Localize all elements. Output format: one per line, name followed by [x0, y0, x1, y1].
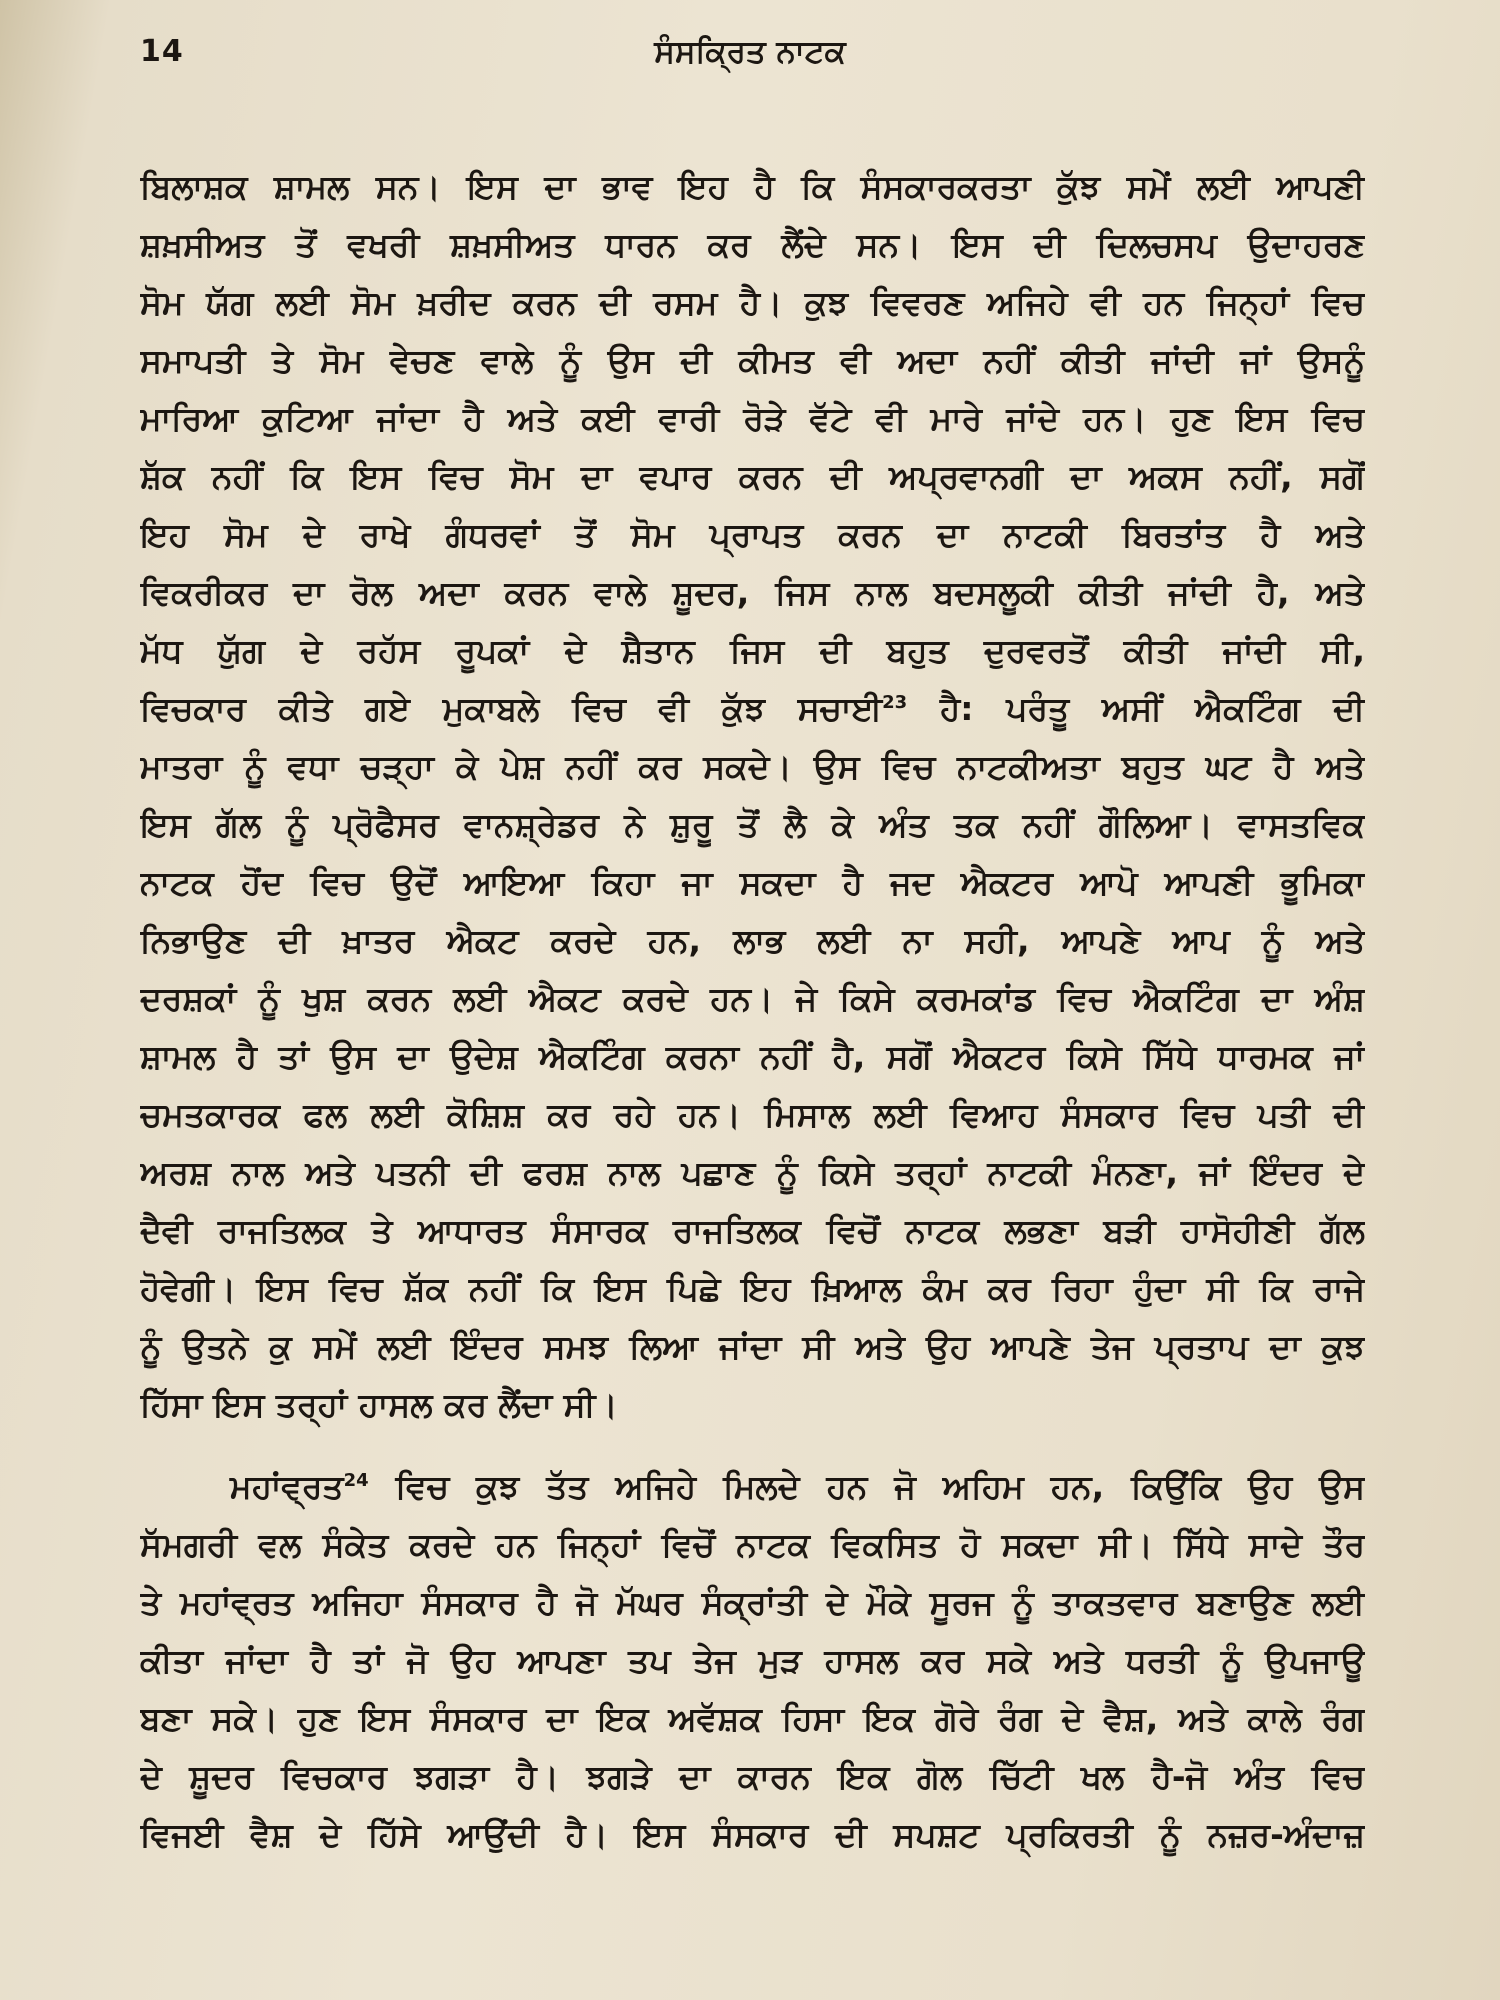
text-line: ਕੀਤਾ ਜਾਂਦਾ ਹੈ ਤਾਂ ਜੋ ਉਹ ਆਪਣਾ ਤਪ ਤੇਜ ਮੁੜ ਹਾਸਲ ਕਰ ਸਕੇ ਅਤੇ ਧਰਤੀ ਨੂੰ ਉਪਜਾਊ: [140, 1641, 1365, 1680]
page-header: [140, 34, 1360, 84]
text-line: ਵਿਕਰੀਕਰ ਦਾ ਰੋਲ ਅਦਾ ਕਰਨ ਵਾਲੇ ਸ਼ੂਦਰ, ਜਿਸ ਨਾਲ ਬਦਸਲੂਕੀ ਕੀਤੀ ਜਾਂਦੀ ਹੈ, ਅਤੇ: [140, 573, 1365, 612]
text-line: ਬਿਲਾਸ਼ਕ ਸ਼ਾਮਲ ਸਨ। ਇਸ ਦਾ ਭਾਵ ਇਹ ਹੈ ਕਿ ਸੰਸਕਾਰਕਰਤਾ ਕੁੱਝ ਸਮੇਂ ਲਈ ਆਪਣੀ: [140, 167, 1365, 206]
text-line: ਮਾਤਰਾ ਨੂੰ ਵਧਾ ਚੜ੍ਹਾ ਕੇ ਪੇਸ਼ ਨਹੀਂ ਕਰ ਸਕਦੇ। ਉਸ ਵਿਚ ਨਾਟਕੀਅਤਾ ਬਹੁਤ ਘਟ ਹੈ ਅਤੇ: [140, 747, 1365, 786]
text-line: ਦਰਸ਼ਕਾਂ ਨੂੰ ਖੁਸ਼ ਕਰਨ ਲਈ ਐਕਟ ਕਰਦੇ ਹਨ। ਜੇ ਕਿਸੇ ਕਰਮਕਾਂਡ ਵਿਚ ਐਕਟਿੰਗ ਦਾ ਅੰਸ਼: [140, 979, 1365, 1018]
text-line: ਵਿਜਈ ਵੈਸ਼ ਦੇ ਹਿੱਸੇ ਆਉਂਦੀ ਹੈ। ਇਸ ਸੰਸਕਾਰ ਦੀ ਸਪਸ਼ਟ ਪ੍ਰਕਿਰਤੀ ਨੂੰ ਨਜ਼ਰ-ਅੰਦਾਜ਼: [140, 1815, 1365, 1854]
text-line: [140, 680, 1365, 738]
text-line: ਚਮਤਕਾਰਕ ਫਲ ਲਈ ਕੋਸ਼ਿਸ਼ ਕਰ ਰਹੇ ਹਨ। ਮਿਸਾਲ ਲਈ ਵਿਆਹ ਸੰਸਕਾਰ ਵਿਚ ਪਤੀ ਦੀ: [140, 1095, 1365, 1134]
text-line: ਨੂੰ ਉਤਨੇ ਕੁ ਸਮੇਂ ਲਈ ਇੰਦਰ ਸਮਝ ਲਿਆ ਜਾਂਦਾ ਸੀ ਅਤੇ ਉਹ ਆਪਣੇ ਤੇਜ ਪ੍ਰਤਾਪ ਦਾ ਕੁਝ: [140, 1327, 1365, 1366]
text-segment: ਹੈ: ਪਰੰਤੂ ਅਸੀਂ ਐਕਟਿੰਗ ਦੀ: [907, 689, 1365, 728]
text-line: ਦੈਵੀ ਰਾਜਤਿਲਕ ਤੇ ਆਧਾਰਤ ਸੰਸਾਰਕ ਰਾਜਤਿਲਕ ਵਿਚੋਂ ਨਾਟਕ ਲਭਣਾ ਬੜੀ ਹਾਸੋਹੀਣੀ ਗੱਲ: [140, 1211, 1365, 1250]
body-text: [140, 158, 1365, 1864]
text-line: ਅਰਸ਼ ਨਾਲ ਅਤੇ ਪਤਨੀ ਦੀ ਫਰਸ਼ ਨਾਲ ਪਛਾਣ ਨੂੰ ਕਿਸੇ ਤਰ੍ਹਾਂ ਨਾਟਕੀ ਮੰਨਣਾ, ਜਾਂ ਇੰਦਰ ਦੇ: [140, 1153, 1365, 1192]
paragraph-break: [140, 1434, 1365, 1458]
text-line: ਨਾਟਕ ਹੋਂਦ ਵਿਚ ਉਦੋਂ ਆਇਆ ਕਿਹਾ ਜਾ ਸਕਦਾ ਹੈ ਜਦ ਐਕਟਰ ਆਪੋ ਆਪਣੀ ਭੂਮਿਕਾ: [140, 863, 1365, 902]
text-line: ਹਿੱਸਾ ਇਸ ਤਰ੍ਹਾਂ ਹਾਸਲ ਕਰ ਲੈਂਦਾ ਸੀ।: [140, 1385, 618, 1424]
text-line: ਤੇ ਮਹਾਂਵ੍ਰਤ ਅਜਿਹਾ ਸੰਸਕਾਰ ਹੈ ਜੋ ਮੱਘਰ ਸੰਕ੍ਰਾਂਤੀ ਦੇ ਮੌਕੇ ਸੂਰਜ ਨੂੰ ਤਾਕਤਵਾਰ ਬਣਾਉਣ ਲਈ: [140, 1583, 1365, 1622]
text-line: ਸ਼ਾਮਲ ਹੈ ਤਾਂ ਉਸ ਦਾ ਉਦੇਸ਼ ਐਕਟਿੰਗ ਕਰਨਾ ਨਹੀਂ ਹੈ, ਸਗੋਂ ਐਕਟਰ ਕਿਸੇ ਸਿੱਧੇ ਧਾਰਮਕ ਜਾਂ: [140, 1037, 1365, 1076]
text-line: ਸ਼ਖ਼ਸੀਅਤ ਤੋਂ ਵਖਰੀ ਸ਼ਖ਼ਸੀਅਤ ਧਾਰਨ ਕਰ ਲੈਂਦੇ ਸਨ। ਇਸ ਦੀ ਦਿਲਚਸਪ ਉਦਾਹਰਣ: [140, 225, 1365, 264]
text-line: ਸੋਮ ਯੱਗ ਲਈ ਸੋਮ ਖ਼ਰੀਦ ਕਰਨ ਦੀ ਰਸਮ ਹੈ। ਕੁਝ ਵਿਵਰਣ ਅਜਿਹੇ ਵੀ ਹਨ ਜਿਨ੍ਹਾਂ ਵਿਚ: [140, 283, 1365, 322]
text-line: ਸੱਮਗਰੀ ਵਲ ਸੰਕੇਤ ਕਰਦੇ ਹਨ ਜਿਨ੍ਹਾਂ ਵਿਚੋਂ ਨਾਟਕ ਵਿਕਸਿਤ ਹੋ ਸਕਦਾ ਸੀ। ਸਿੱਧੇ ਸਾਦੇ ਤੌਰ: [140, 1525, 1365, 1564]
footnote-marker-24: 24: [343, 1470, 369, 1491]
text-line: ਨਿਭਾਉਣ ਦੀ ਖ਼ਾਤਰ ਐਕਟ ਕਰਦੇ ਹਨ, ਲਾਭ ਲਈ ਨਾ ਸਹੀ, ਆਪਣੇ ਆਪ ਨੂੰ ਅਤੇ: [140, 921, 1365, 960]
text-segment: ਵਿਚ ਕੁਝ ਤੱਤ ਅਜਿਹੇ ਮਿਲਦੇ ਹਨ ਜੋ ਅਹਿਮ ਹਨ, ਕਿਉਂਕਿ ਉਹ ਉਸ: [368, 1467, 1365, 1506]
text-line: ਸ਼ੱਕ ਨਹੀਂ ਕਿ ਇਸ ਵਿਚ ਸੋਮ ਦਾ ਵਪਾਰ ਕਰਨ ਦੀ ਅਪ੍ਰਵਾਨਗੀ ਦਾ ਅਕਸ ਨਹੀਂ, ਸਗੋਂ: [140, 457, 1365, 496]
text-line: ਸਮਾਪਤੀ ਤੇ ਸੋਮ ਵੇਚਣ ਵਾਲੇ ਨੂੰ ਉਸ ਦੀ ਕੀਮਤ ਵੀ ਅਦਾ ਨਹੀਂ ਕੀਤੀ ਜਾਂਦੀ ਜਾਂ ਉਸਨੂੰ: [140, 341, 1365, 380]
text-segment: ਵਿਚਕਾਰ ਕੀਤੇ ਗਏ ਮੁਕਾਬਲੇ ਵਿਚ ਵੀ ਕੁੱਝ ਸਚਾਈ: [140, 689, 883, 728]
text-line: ਮੱਧ ਯੁੱਗ ਦੇ ਰਹੱਸ ਰੂਪਕਾਂ ਦੇ ਸ਼ੈਤਾਨ ਜਿਸ ਦੀ ਬਹੁਤ ਦੁਰਵਰਤੋਂ ਕੀਤੀ ਜਾਂਦੀ ਸੀ,: [140, 631, 1365, 670]
text-line: ਇਸ ਗੱਲ ਨੂੰ ਪ੍ਰੋਫੈਸਰ ਵਾਨਸ਼੍ਰੇਡਰ ਨੇ ਸ਼ੁਰੂ ਤੋਂ ਲੈ ਕੇ ਅੰਤ ਤਕ ਨਹੀਂ ਗੌਲਿਆ। ਵਾਸਤਵਿਕ: [140, 805, 1365, 844]
text-segment: ਮਹਾਂਵ੍ਰਤ: [230, 1467, 344, 1506]
text-line: [140, 1458, 1365, 1516]
text-line: ਇਹ ਸੋਮ ਦੇ ਰਾਖੇ ਗੰਧਰਵਾਂ ਤੋਂ ਸੋਮ ਪ੍ਰਾਪਤ ਕਰਨ ਦਾ ਨਾਟਕੀ ਬਿਰਤਾਂਤ ਹੈ ਅਤੇ: [140, 515, 1365, 554]
page-number: 14: [140, 34, 184, 69]
text-line: ਬਣਾ ਸਕੇ। ਹੁਣ ਇਸ ਸੰਸਕਾਰ ਦਾ ਇਕ ਅਵੱਸ਼ਕ ਹਿਸਾ ਇਕ ਗੋਰੇ ਰੰਗ ਦੇ ਵੈਸ਼, ਅਤੇ ਕਾਲੇ ਰੰਗ: [140, 1699, 1365, 1738]
text-line: ਹੋਵੇਗੀ। ਇਸ ਵਿਚ ਸ਼ੱਕ ਨਹੀਂ ਕਿ ਇਸ ਪਿਛੇ ਇਹ ਖ਼ਿਆਲ ਕੰਮ ਕਰ ਰਿਹਾ ਹੁੰਦਾ ਸੀ ਕਿ ਰਾਜੇ: [140, 1269, 1365, 1308]
footnote-marker-23: 23: [882, 692, 908, 713]
text-line: ਦੇ ਸ਼ੂਦਰ ਵਿਚਕਾਰ ਝਗੜਾ ਹੈ। ਝਗੜੇ ਦਾ ਕਾਰਨ ਇਕ ਗੋਲ ਚਿੱਟੀ ਖਲ ਹੈ-ਜੋ ਅੰਤ ਵਿਚ: [140, 1757, 1365, 1796]
text-line: ਮਾਰਿਆ ਕੁਟਿਆ ਜਾਂਦਾ ਹੈ ਅਤੇ ਕਈ ਵਾਰੀ ਰੋੜੇ ਵੱਟੇ ਵੀ ਮਾਰੇ ਜਾਂਦੇ ਹਨ। ਹੁਣ ਇਸ ਵਿਚ: [140, 399, 1365, 438]
running-title: ਸੰਸਕ੍ਰਿਤ ਨਾਟਕ: [654, 34, 846, 70]
